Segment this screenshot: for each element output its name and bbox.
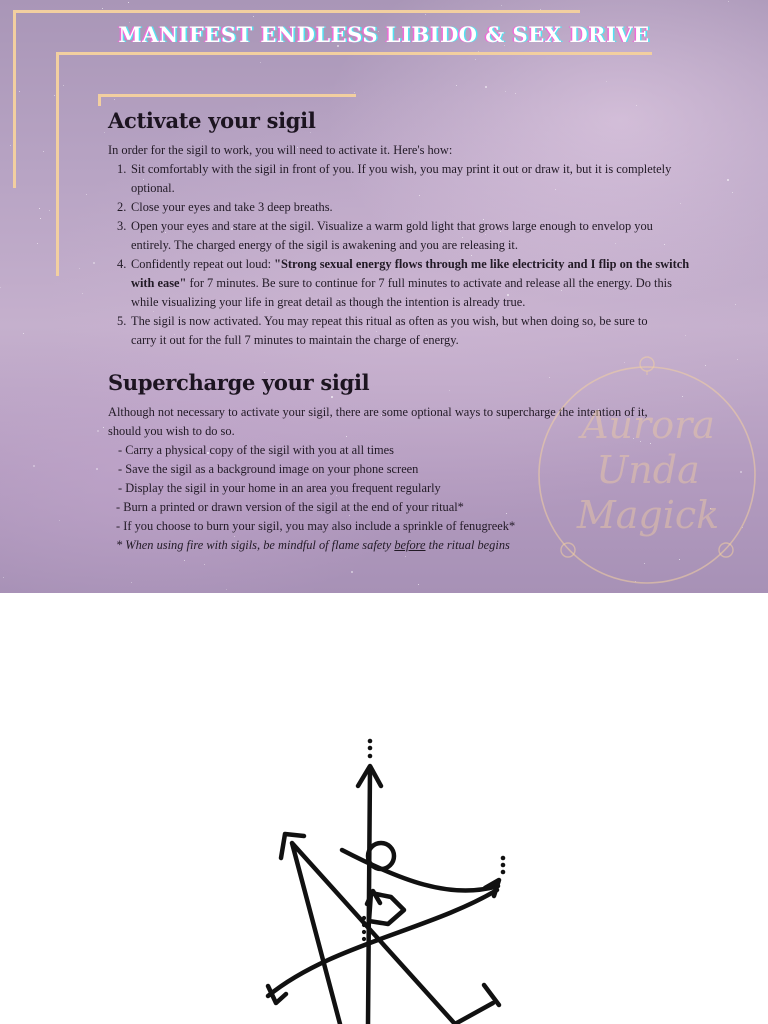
list-item: - Save the sigil as a background image on your phone screen <box>118 462 419 476</box>
star-dot <box>49 210 50 211</box>
star-dot <box>732 192 733 193</box>
star-dot <box>606 81 607 82</box>
star-dot <box>515 93 516 94</box>
page-title: MANIFEST ENDLESS LIBIDO & SEX DRIVE <box>118 22 650 47</box>
star-dot <box>405 556 406 557</box>
star-dot <box>37 243 38 244</box>
star-dot <box>59 520 60 521</box>
aurora-unda-magick-watermark <box>530 355 765 590</box>
affirmation-quote-end: with ease" <box>131 276 187 290</box>
star-dot <box>204 564 205 565</box>
watermark-word: Magick <box>576 493 720 537</box>
sigil-dot <box>501 863 506 868</box>
fire-safety-note: * When using fire with sigils, be mindful of flame safety before the ritual begins <box>116 538 510 552</box>
star-dot <box>485 86 487 88</box>
star-dot <box>475 59 476 60</box>
sigil-bottom-right-bar <box>455 1003 493 1024</box>
star-dot <box>226 589 227 590</box>
star-dot <box>10 145 11 146</box>
star-dot <box>43 151 44 152</box>
sigil-circle <box>368 843 394 869</box>
star-dot <box>86 194 87 195</box>
list-item: 5. The sigil is now activated. You may repeat this ritual as often as you wish, but when doing so, be sure to carry it out for the full 7 minutes to maintain the charge of energy. <box>117 314 648 347</box>
watermark-word: Aurora <box>581 403 715 447</box>
activation-steps-list <box>108 160 728 350</box>
star-dot <box>728 1 729 2</box>
star-dot <box>260 62 261 63</box>
list-item: 4. Confidently repeat out loud: "Strong sexual energy flows through me like electricity and I flip on the switch with ease" for 7 minutes. Be sure to continue for 7 full minutes to activate and release all the energy. Do this while visualizing your life in great detail as though the intention is already true. <box>117 257 690 309</box>
sigil-dot <box>362 930 366 934</box>
gold-frame-line-inner-left <box>98 94 101 106</box>
star-dot <box>39 208 40 209</box>
list-item: 3. Open your eyes and stare at the sigil. Visualize a warm gold light that grows large enough to envelop you entirely. The charged energy of the sigil is awakening and you are releasing it. <box>117 219 653 252</box>
list-item: - Display the sigil in your home in an area you frequent regularly <box>118 481 441 495</box>
sigil-dot <box>368 739 373 744</box>
sigil-dot <box>362 937 366 941</box>
gold-frame-line-middle-left <box>56 52 59 276</box>
sigil-dot <box>501 870 506 875</box>
activate-intro: In order for the sigil to work, you will need to activate it. Here's how: <box>108 143 453 157</box>
star-dot <box>418 584 419 585</box>
star-dot <box>97 430 99 432</box>
star-dot <box>131 582 132 583</box>
star-dot <box>103 427 104 428</box>
supercharge-intro: Although not necessary to activate your sigil, there are some optional ways to supercharge the intention of it, should you wish to do so. <box>108 405 648 438</box>
list-item: - Carry a physical copy of the sigil with you at all times <box>118 443 394 457</box>
sigil-dot <box>362 916 366 920</box>
star-dot <box>33 465 35 467</box>
star-dot <box>449 390 450 391</box>
list-item: - Burn a printed or drawn version of the sigil at the end of your ritual* <box>116 500 464 514</box>
star-dot <box>82 293 83 294</box>
star-dot <box>456 85 457 86</box>
sigil-inner-angle <box>369 893 404 924</box>
star-dot <box>3 577 4 578</box>
star-dot <box>114 99 115 100</box>
star-dot <box>0 287 1 288</box>
sigil-image <box>246 728 520 1024</box>
gold-frame-line-inner-top <box>98 94 356 97</box>
watermark-word: Unda <box>596 448 700 492</box>
star-dot <box>19 91 20 92</box>
star-dot <box>40 218 41 219</box>
star-dot <box>102 8 103 9</box>
sigil-dot <box>368 746 373 751</box>
star-dot <box>128 2 129 3</box>
star-dot <box>184 560 185 561</box>
star-dot <box>425 14 426 15</box>
star-dot <box>104 132 105 133</box>
star-dot <box>331 396 333 398</box>
list-item: - If you choose to burn your sigil, you may also include a sprinkle of fenugreek* <box>116 519 516 533</box>
star-dot <box>351 571 353 573</box>
supercharge-heading: Supercharge your sigil <box>108 370 370 395</box>
star-dot <box>54 95 55 96</box>
star-dot <box>636 105 637 106</box>
star-dot <box>253 16 254 17</box>
star-dot <box>96 468 98 470</box>
list-item: 1. Sit comfortably with the sigil in front of you. If you wish, you may print it out or draw it, but it is completely optional. <box>117 162 672 195</box>
gold-frame-line-middle-top <box>56 52 652 55</box>
sigil-dot <box>368 754 373 759</box>
star-dot <box>735 304 736 305</box>
activate-heading: Activate your sigil <box>108 108 316 133</box>
star-dot <box>93 262 95 264</box>
star-dot <box>505 91 506 92</box>
star-dot <box>63 85 64 86</box>
list-item: 2. Close your eyes and take 3 deep breaths. <box>117 200 333 214</box>
affirmation-quote: "Strong sexual energy flows through me like electricity and I flip on the switch <box>274 257 690 271</box>
sigil-sweeping-curve <box>342 850 498 891</box>
sigil-dot <box>362 923 366 927</box>
star-dot <box>501 5 502 6</box>
sigil-dot <box>501 856 506 861</box>
star-dot <box>23 333 24 334</box>
star-dot <box>79 268 80 269</box>
gold-frame-line-outer-top <box>13 10 580 13</box>
sigil-triangle <box>292 843 455 1024</box>
